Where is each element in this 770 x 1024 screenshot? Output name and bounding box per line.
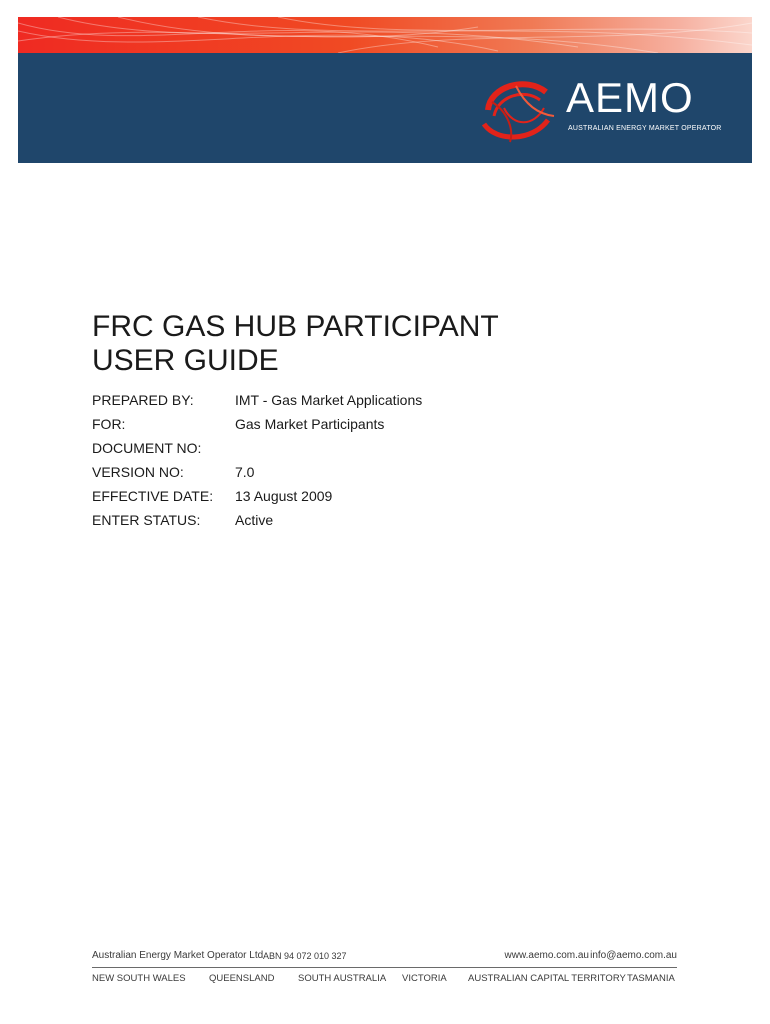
aemo-tagline: AUSTRALIAN ENERGY MARKET OPERATOR (568, 125, 722, 132)
footer-state-tas: TASMANIA (627, 973, 675, 984)
document-details (92, 388, 652, 532)
footer-states-row (92, 969, 677, 989)
detail-value: Gas Market Participants (235, 416, 385, 432)
detail-value: IMT - Gas Market Applications (235, 392, 423, 408)
footer-state-act: AUSTRALIAN CAPITAL TERRITORY (468, 973, 626, 984)
title-line-1: FRC GAS HUB PARTICIPANT (92, 310, 499, 343)
stripe-pattern (18, 17, 752, 53)
detail-label: FOR: (92, 416, 126, 432)
aemo-swirl-icon (474, 72, 564, 148)
detail-label: ENTER STATUS: (92, 512, 201, 528)
footer-contact-row (92, 946, 677, 966)
detail-value: Active (235, 512, 274, 528)
footer-state-vic: VICTORIA (402, 973, 447, 984)
document-title (92, 310, 652, 378)
detail-row-document-no (92, 436, 652, 460)
footer-state-qld: QUEENSLAND (209, 973, 275, 984)
footer-state-nsw: NEW SOUTH WALES (92, 973, 186, 984)
title-line-2: USER GUIDE (92, 344, 279, 377)
aemo-wordmark: AEMO (566, 74, 694, 121)
detail-label: VERSION NO: (92, 464, 184, 480)
detail-row-prepared-by (92, 388, 652, 412)
detail-label: DOCUMENT NO: (92, 440, 202, 456)
decorative-stripe (18, 17, 752, 53)
detail-value: 7.0 (235, 464, 255, 480)
footer-company-name: Australian Energy Market Operator Ltd (92, 950, 264, 961)
detail-label: PREPARED BY: (92, 392, 194, 408)
detail-row-for (92, 412, 652, 436)
footer-website-link[interactable]: www.aemo.com.au (504, 950, 589, 961)
page-footer (92, 946, 677, 989)
detail-row-version-no (92, 460, 652, 484)
footer-state-sa: SOUTH AUSTRALIA (298, 973, 387, 984)
footer-abn: ABN 94 072 010 327 (263, 951, 347, 961)
detail-row-effective-date (92, 484, 652, 508)
detail-label: EFFECTIVE DATE: (92, 488, 214, 504)
detail-row-enter-status (92, 508, 652, 532)
footer-email-link[interactable]: info@aemo.com.au (590, 950, 677, 961)
footer-divider (92, 967, 677, 968)
detail-value: 13 August 2009 (235, 488, 333, 504)
aemo-logo (474, 72, 722, 148)
